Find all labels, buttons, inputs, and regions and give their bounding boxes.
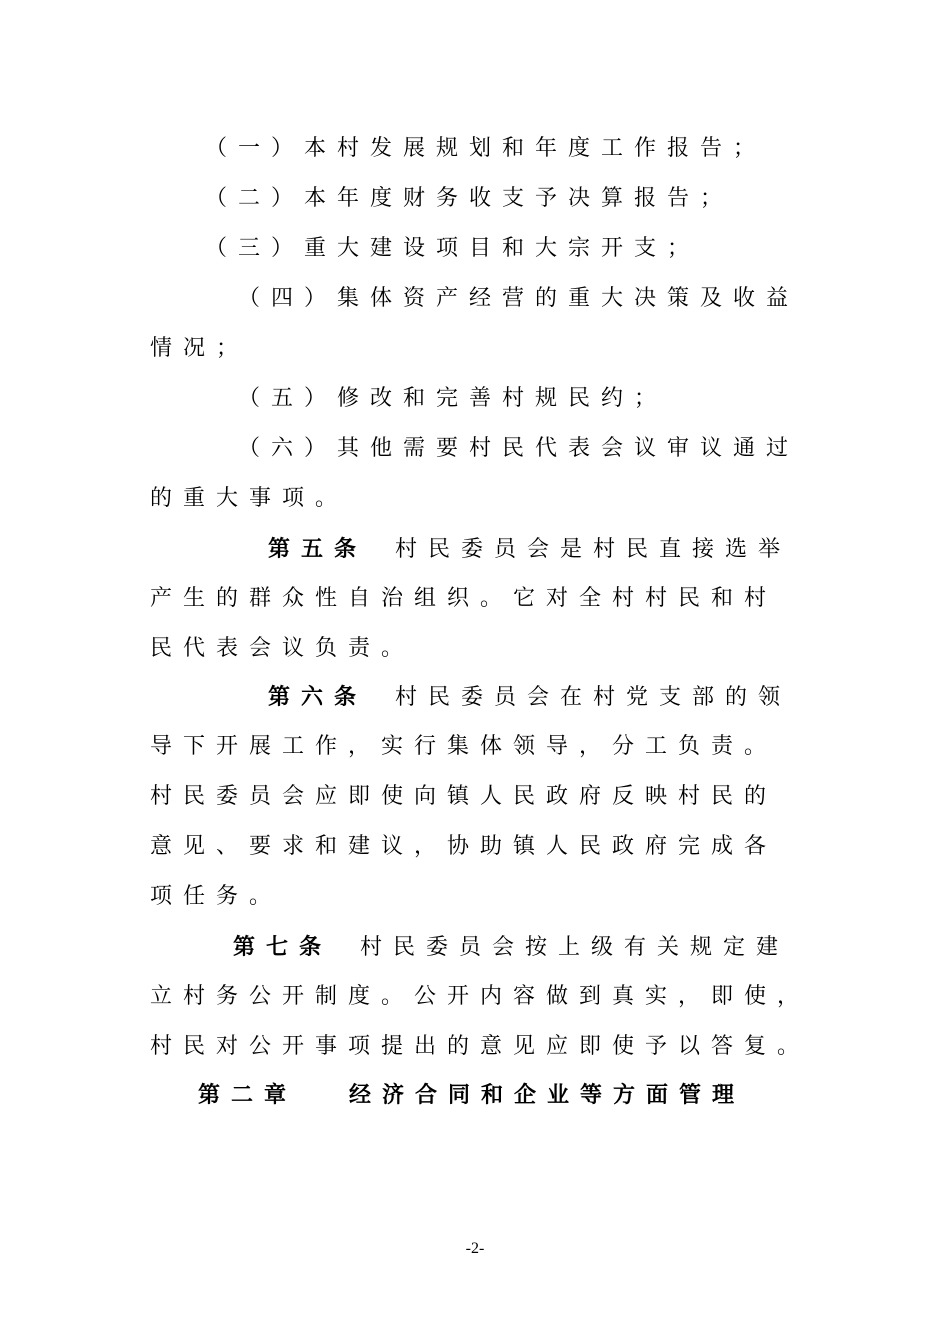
article-5-text: 村民委员会是村民直接选举 — [395, 537, 792, 562]
article-5-line-3: 民代表会议负责。 — [150, 636, 415, 661]
article-7-first-line — [233, 922, 883, 973]
article-6-label: 第六条 — [268, 684, 368, 710]
page-number: -2- — [465, 1240, 485, 1257]
article-6-line-2: 导下开展工作，实行集体领导，分工负责。 — [150, 734, 778, 759]
chapter-title: 经济合同和企业等方面管理 — [349, 1082, 746, 1108]
article-6-line-5: 项任务。 — [150, 884, 283, 909]
article-7-text: 村民委员会按上级有关规定建 — [360, 935, 790, 960]
article-7-line-3: 村民对公开事项提出的意见应即使予以答复。 — [150, 1034, 811, 1059]
list-item-3: （三）重大建设项目和大宗开支； — [205, 236, 701, 261]
article-6-text: 村民委员会在村党支部的领 — [395, 685, 792, 710]
list-item-6: （六）其他需要村民代表会议审议通过 — [238, 436, 800, 461]
list-item-1: （一）本村发展规划和年度工作报告； — [205, 136, 767, 161]
article-5-line-2: 产生的群众性自治组织。它对全村村民和村 — [150, 586, 778, 611]
article-6-line-4: 意见、要求和建议，协助镇人民政府完成各 — [150, 834, 778, 859]
list-item-4-continued: 情况； — [150, 336, 250, 361]
chapter-heading — [198, 1070, 848, 1120]
article-5-first-line — [268, 524, 918, 575]
article-6-line-3: 村民委员会应即使向镇人民政府反映村民的 — [150, 784, 778, 809]
article-6-first-line — [268, 672, 918, 723]
list-item-5: （五）修改和完善村规民约； — [238, 386, 668, 411]
article-7-line-2: 立村务公开制度。公开内容做到真实，即使， — [150, 984, 811, 1009]
article-7-label: 第七条 — [233, 934, 333, 960]
list-item-2: （二）本年度财务收支予决算报告； — [205, 186, 734, 211]
list-item-6-continued: 的重大事项。 — [150, 486, 349, 511]
chapter-number: 第二章 — [198, 1082, 298, 1108]
article-5-label: 第五条 — [268, 536, 368, 562]
list-item-4: （四）集体资产经营的重大决策及收益 — [238, 286, 800, 311]
